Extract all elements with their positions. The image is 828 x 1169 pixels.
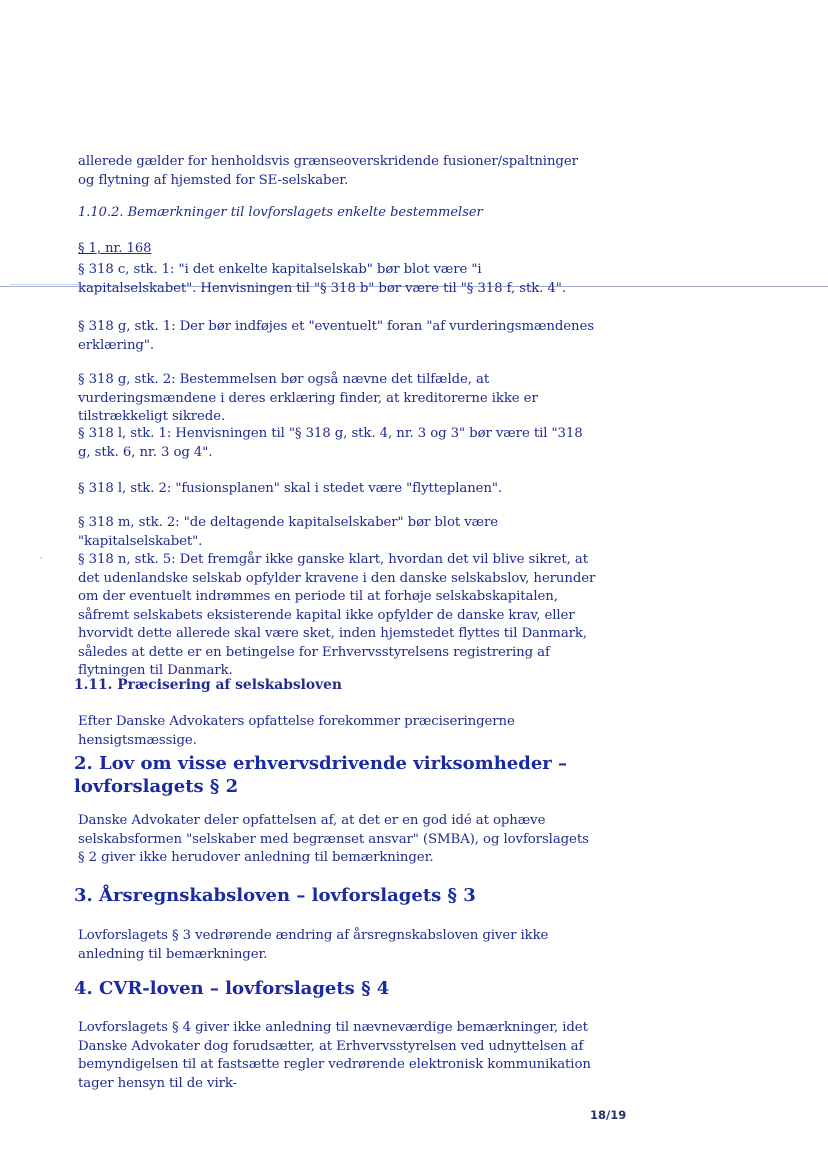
paragraph-aarsregnskabsloven: Lovforslagets § 3 vedrørende ændring af årsregnskabsloven giver ikke anledning til bemærkninger. [78,928,549,962]
paragraph-continuation: allerede gælder for henholdsvis grænseoverskridende fusioner/spaltninger og flytning af hjemsted for SE-selskaber. [78,154,578,188]
section-heading-4: 4. CVR-loven – lovforslagets § 4 [74,978,390,999]
paragraph-318g-stk2: § 318 g, stk. 2: Bestemmelsen bør også nævne det tilfælde, at vurderingsmændene i deres erklæring finder, at kreditorerne ikke er tilstrækkeligt sikrede. [78,372,538,424]
section-heading-3: 3. Årsregnskabsloven – lovforslagets § 3 [74,885,476,906]
section-heading-1-11: 1.11. Præcisering af selskabsloven [74,677,342,693]
paragraph-318l-stk2: § 318 l, stk. 2: "fusionsplanen" skal i stedet være "flytteplanen". [78,481,503,496]
paragraph-smba: Danske Advokater deler opfattelsen af, at det er en god idé at ophæve selskabsformen "selskaber med begrænset ansvar" (SMBA), og lovforslagets § 2 giver ikke herudover anledning til bemærkninger. [78,813,589,865]
section-heading-2: 2. Lov om visse erhvervsdrivende virksomheder – lovforslagets § 2 [74,753,568,797]
section-subheading-1-10-2: 1.10.2. Bemærkninger til lovforslagets enkelte bestemmelser [78,205,483,220]
paragraph-318g-stk1: § 318 g, stk. 1: Der bør indføjes et "eventuelt" foran "af vurderingsmændenes erklæring". [78,319,595,353]
scan-artifact-line-short [10,284,80,285]
reference-link[interactable]: § 1, nr. 168 [78,241,152,256]
paragraph-318n: § 318 n, stk. 5: Det fremgår ikke ganske klart, hvordan det vil blive sikret, at det udenlandske selskab opfylder kravene i den danske selskabslov, herunder om der eventuelt indrømmes en periode til at forhøje selskabskapitalen, såfremt selskabets eksisterende kapital ikke opfylder de danske krav, eller hvorvidt dette allerede skal være sket, inden hjemstedet flyttes til Danmark, således at dette er en betingelse for Erhvervsstyrelsens registrering af flytningen til Danmark. [78,552,596,678]
paragraph-318l-stk1: § 318 l, stk. 1: Henvisningen til "§ 318 g, stk. 4, nr. 3 og 3" bør være til "318 g, stk. 6, nr. 3 og 4". [78,426,583,460]
scan-speck [40,557,42,559]
paragraph-318c: § 318 c, stk. 1: "i det enkelte kapitalselskab" bør blot være "i kapitalselskabet". Henvisningen til "§ 318 b" bør være til "§ 318 f, stk. 4". [78,262,566,296]
paragraph-318m: § 318 m, stk. 2: "de deltagende kapitalselskaber" bør blot være "kapitalselskabet". [78,515,499,549]
paragraph-precisering: Efter Danske Advokaters opfattelse forekommer præciseringerne hensigtsmæssige. [78,714,515,748]
page-number: 18/19 [590,1108,627,1122]
paragraph-cvr-loven: Lovforslagets § 4 giver ikke anledning til nævneværdige bemærkninger, idet Danske Advokater dog forudsætter, at Erhvervsstyrelsen ved udnyttelsen af bemyndigelsen til at fastsætte regler vedrørende elektronisk kommunikation tager hensyn til de virk- [78,1020,591,1091]
